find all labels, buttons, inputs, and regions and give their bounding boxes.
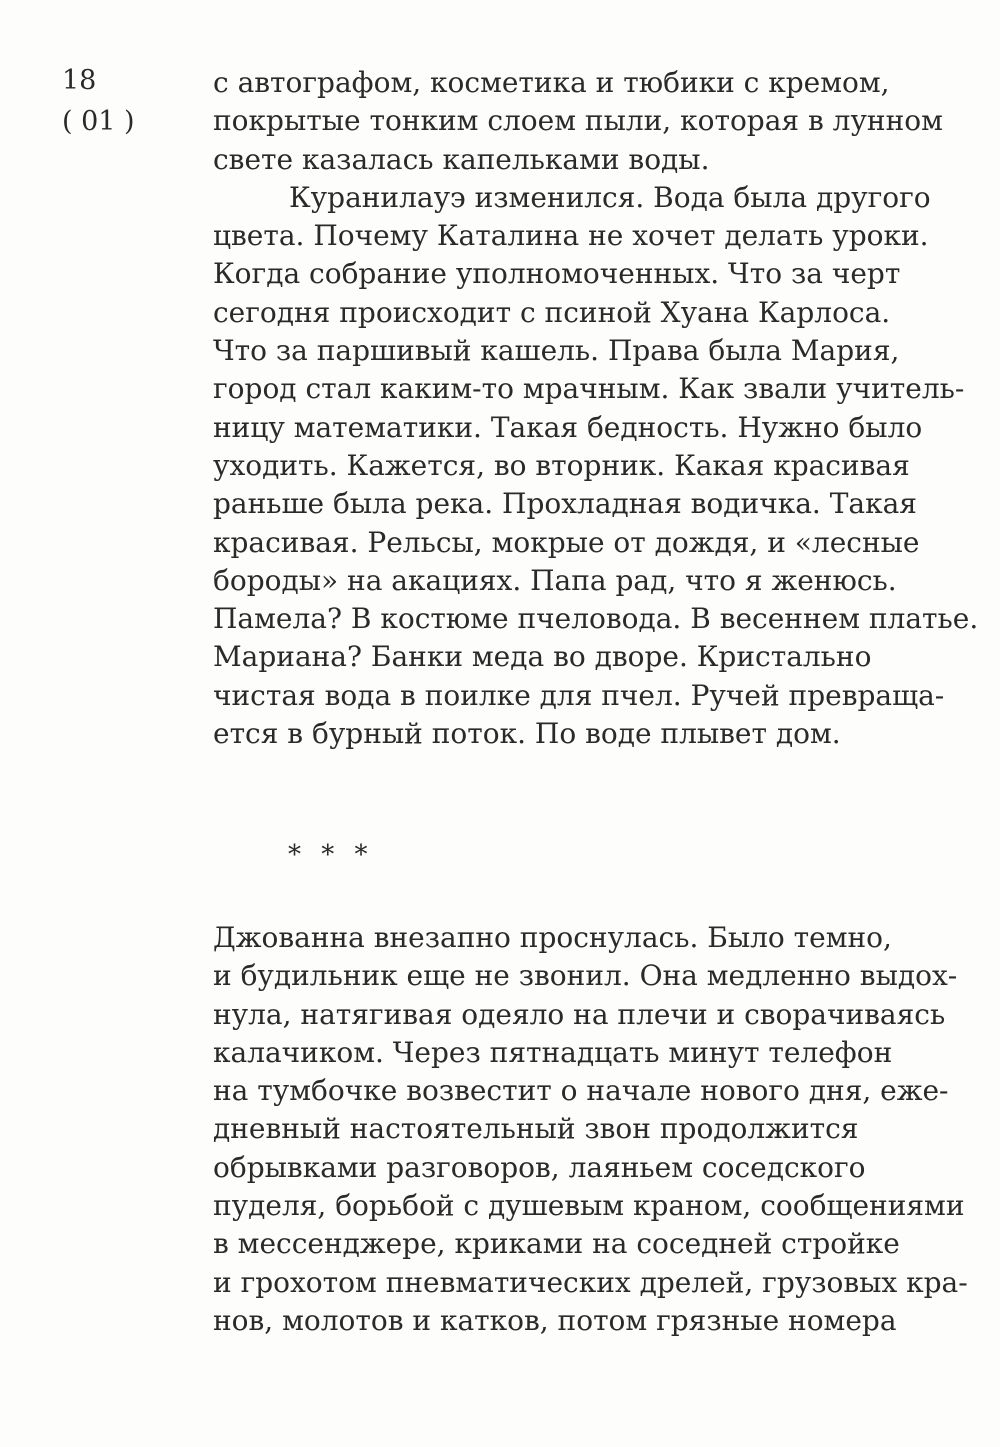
text-line: Что за паршивый кашель. Права была Мария, [213, 334, 900, 368]
text-line: в мессенджере, криками на соседней стройке [213, 1227, 900, 1261]
text-line: обрывками разговоров, лаяньем соседского [213, 1150, 866, 1184]
text-line: покрытые тонким слоем пыли, которая в лунном [213, 104, 943, 138]
text-line: нов, молотов и катков, потом грязные номера [213, 1303, 897, 1337]
text-line: сегодня происходит с псиной Хуана Карлоса. [213, 295, 891, 329]
text-line: с автографом, косметика и тюбики с кремом, [213, 66, 890, 99]
text-line: чистая вода в поилке для пчел. Ручей превраща- [213, 678, 945, 712]
text-line: раньше была река. Прохладная водичка. Такая [213, 487, 917, 521]
page-header [62, 60, 135, 142]
text-line: Памела? В костюме пчеловода. В весеннем платье. [213, 602, 979, 636]
text-line: цвета. Почему Каталина не хочет делать уроки. [213, 219, 929, 253]
text-line: свете казалась капельками воды. [213, 142, 710, 176]
page-number: 18 [62, 65, 97, 96]
text-line: Когда собрание уполномоченных. Что за черт [213, 257, 901, 291]
text-line: город стал каким-то мрачным. Как звали учитель- [213, 372, 965, 406]
chapter-number: ( 01 ) [62, 106, 135, 137]
text-line: нула, натягивая одеяло на плечи и сворачиваясь [213, 997, 946, 1031]
text-line: Мариана? Банки меда во дворе. Кристально [213, 640, 872, 674]
text-line: уходить. Кажется, во вторник. Какая красивая [213, 448, 910, 482]
paragraph-start-line: Куранилауэ изменился. Вода была другого [289, 180, 931, 214]
section-separator: * * * [288, 840, 374, 870]
text-line: и будильник еще не звонил. Она медленно выдох- [213, 959, 958, 993]
text-line: пуделя, борьбой с душевым краном, сообщениями [213, 1189, 965, 1223]
text-line: на тумбочке возвестит о начале нового дня, еже- [213, 1074, 949, 1108]
text-line: и грохотом пневматических дрелей, грузовых кра- [213, 1265, 968, 1299]
text-line: калачиком. Через пятнадцать минут телефон [213, 1035, 893, 1069]
text-line: бороды» на акациях. Папа рад, что я женюсь. [213, 563, 897, 597]
text-line: красивая. Рельсы, мокрые от дождя, и «лесные [213, 525, 920, 559]
text-line: ется в бурный поток. По воде плывет дом. [213, 717, 841, 751]
text-line: дневный настоятельный звон продолжится [213, 1112, 859, 1146]
text-block-2 [213, 919, 973, 1340]
text-block-1 [213, 64, 979, 753]
text-line: ницу математики. Такая бедность. Нужно было [213, 410, 923, 444]
text-line: Джованна внезапно проснулась. Было темно, [213, 921, 892, 954]
